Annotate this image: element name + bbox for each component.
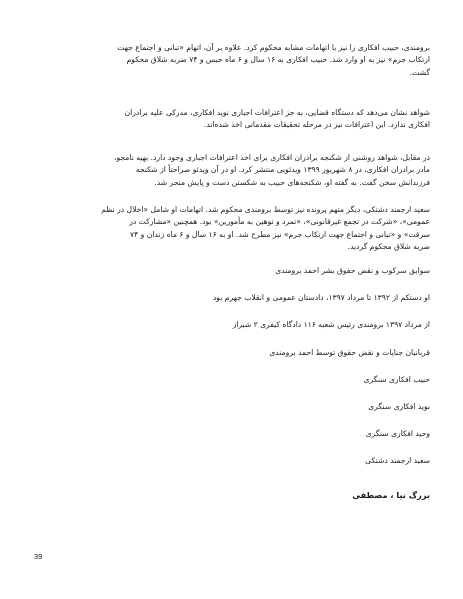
- text-line: از مرداد ۱۳۹۷ برومندی رئیس شعبه ۱۱۶ دادگاه کیفری ۲ شیراز: [232, 320, 430, 329]
- paragraph-1: [34, 42, 430, 79]
- paragraph-3: [34, 152, 430, 189]
- text-line: گشت.: [409, 67, 430, 77]
- author-name: بزرگ نیا ، مصطفی: [352, 490, 430, 500]
- text-line: سعید ارجمند دشتکی، دیگر متهم پرونده نیز توسط برومندی محکوم شد. اتهامات او شامل «اخلال در نظم: [101, 205, 430, 214]
- victim-name: حبیب افکاری سنگری: [363, 375, 430, 384]
- victim-name: سعید ارجمند دشتکی: [365, 456, 430, 465]
- victim-name: نوید افکاری سنگری: [368, 402, 430, 411]
- text-line: افکاری ندارد. این اعترافات نیز در مرحله تحقیقات مقدماتی اخذ شده‌اند.: [203, 120, 430, 130]
- text-line: مادر برادران افکاری، در ۸ شهریور ۱۳۹۹ ویدئویی منتشر کرد. او در آن ویدئو صراحتاً از شکنجه: [135, 165, 430, 175]
- text-line: فرزندانش سخن گفت. به گفته او، شکنجه‌های حبیب به شکستن دست و پایش منجر شد.: [154, 177, 430, 187]
- victim-name: وحید افکاری سنگری: [365, 429, 430, 438]
- section-heading-victims: قربانیان جنایات و نقض حقوق توسط احمد برومندی: [269, 348, 430, 357]
- text-line: ارتکاب جرم» نیز به او وارد شد. حبیب افکاری به ۱۶ سال و ۶ ماه حبس و ۷۴ ضربه شلاق محکوم: [126, 55, 430, 65]
- text-line: شواهد نشان می‌دهد که دستگاه قضایی، به جز اعترافات اجباری نوید افکاری، مدرکی علیه برادران: [124, 108, 430, 117]
- text-line: او دستکم از ۱۳۹۲ تا مرداد ۱۳۹۷، دادستان عمومی و انقلاب جهرم بود: [212, 293, 430, 302]
- paragraph-4: [34, 204, 430, 254]
- page-number: 39: [34, 552, 43, 561]
- paragraph-2: [34, 107, 430, 132]
- text-line: برومندی، حبیب افکاری را نیز با اتهامات مشابه محکوم کرد. علاوه بر آن، اتهام «تبانی و اجتماع جهت: [117, 43, 430, 52]
- section-heading-record: سوابق سرکوب و نقض حقوق بشر احمد برومندی: [275, 266, 430, 275]
- text-line: سرقت» و «تبانی و اجتماع جهت ارتکاب جرم» نیز مطرح شد. او به ۱۶ سال و ۶ ماه زندان و ۷۴: [130, 229, 430, 239]
- text-line: عمومی»، «شرکت در تجمع غیرقانونی»، «تمرد و توهین به مأمورین» بود. همچنین «مشارکت در: [129, 217, 430, 227]
- text-line: در مقابل، شواهد روشنی از شکنجه برادران افکاری برای اخذ اعترافات اجباری وجود دارد. بهیه نامجو،: [114, 153, 430, 162]
- text-line: ضربه شلاق محکوم گردید.: [347, 242, 430, 252]
